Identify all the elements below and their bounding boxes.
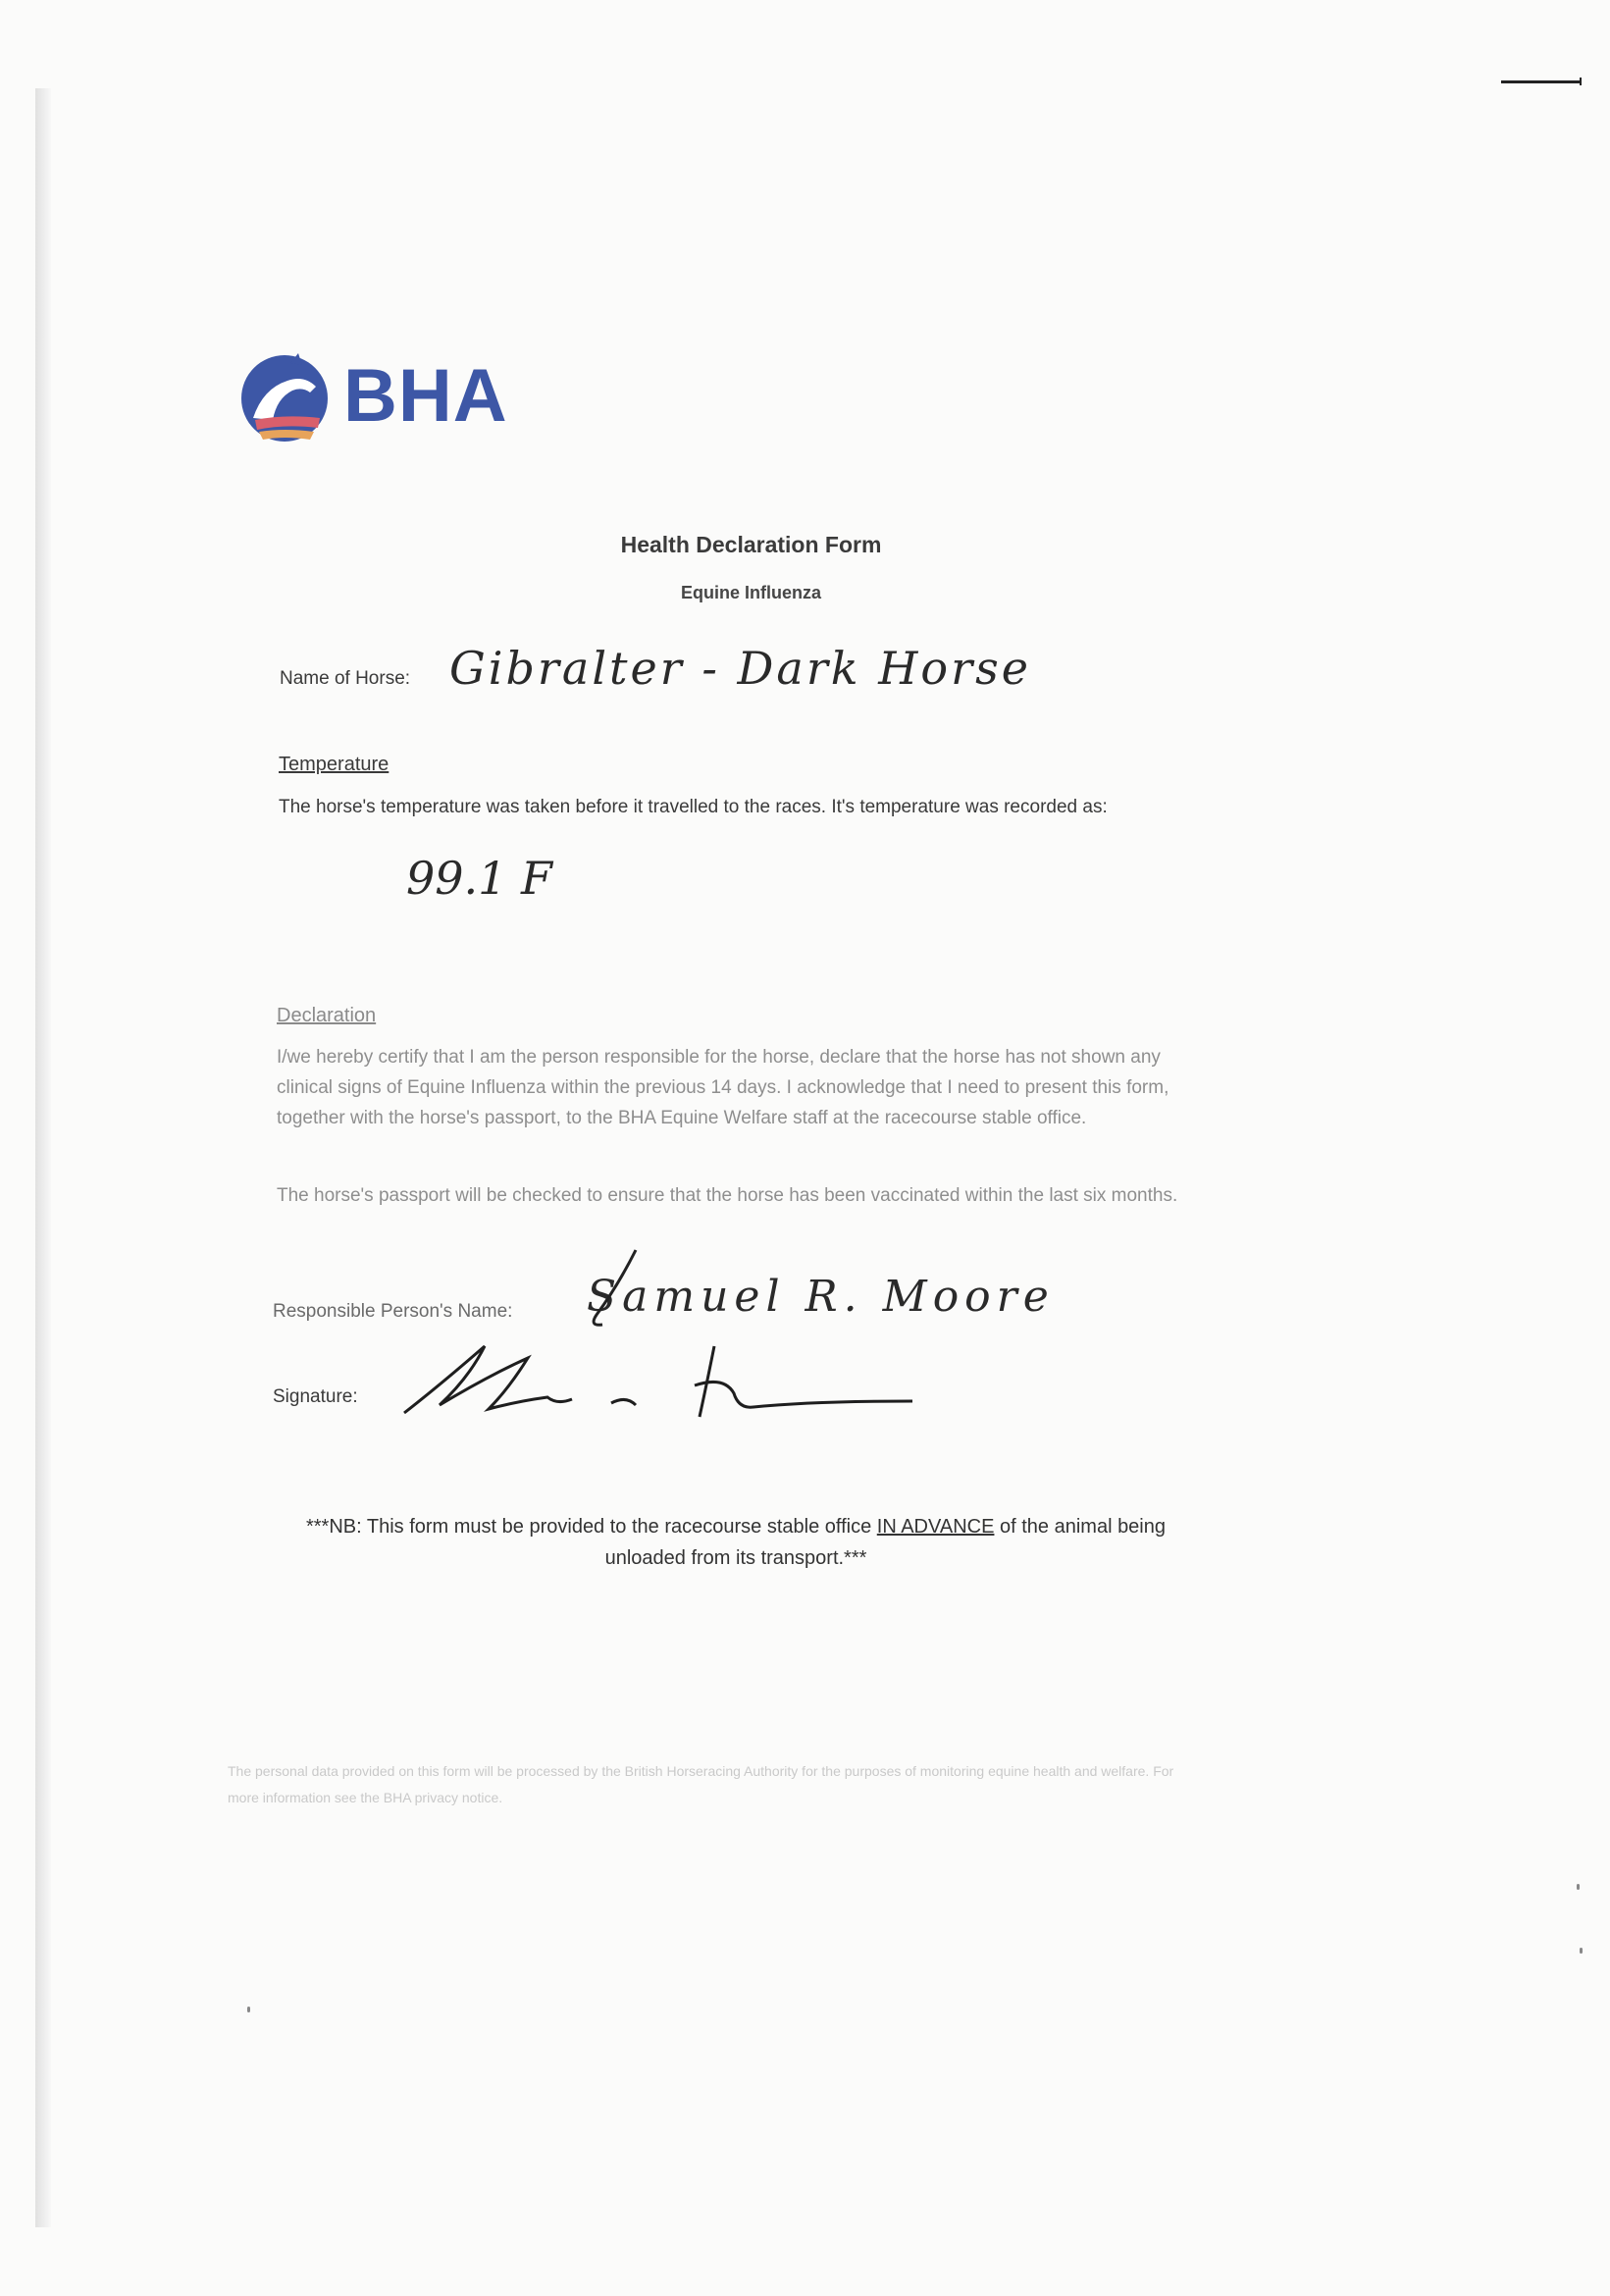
- notice-suffix: of the animal being unloaded from its transport.***: [604, 1516, 1166, 1569]
- temperature-handwritten: 99.1 F: [406, 852, 552, 905]
- signature-label: Signature:: [273, 1386, 358, 1407]
- form-title: Health Declaration Form: [620, 532, 882, 557]
- scan-shadow-edge: [35, 88, 51, 2227]
- declaration-paragraph-1: I/we hereby certify that I am the person responsible for the horse, declare that the horse has not shown any clinical signs of Equine Influenza within the previous 14 days. I acknowledge that I need to present this form, together with the horse's passport, to the BHA Equine Welfare staff at the racecourse stable office.: [277, 1047, 1169, 1128]
- advance-notice: [285, 1511, 1187, 1574]
- horse-name-handwritten: Gibralter - Dark Horse: [449, 642, 1031, 695]
- bha-logo: [234, 349, 518, 447]
- scan-speck: [1580, 1948, 1583, 1954]
- horse-head-icon: [234, 349, 341, 447]
- declaration-heading: Declaration: [277, 1005, 377, 1026]
- logo-text: BHA: [343, 354, 508, 438]
- notice-emphasis: IN ADVANCE: [876, 1516, 995, 1538]
- declaration-paragraph-2: The horse's passport will be checked to ensure that the horse has been vaccinated within the last six months.: [277, 1185, 1178, 1206]
- scan-speck: [1577, 1884, 1580, 1890]
- horse-name-label: Name of Horse:: [280, 668, 411, 689]
- temperature-text: The horse's temperature was taken before it travelled to the races. It's temperature was recorded as:: [279, 797, 1108, 817]
- signature-scribble-icon: [400, 1307, 920, 1425]
- temperature-heading: Temperature: [279, 754, 390, 775]
- scan-speck: [247, 2007, 250, 2012]
- responsible-person-handwritten: Samuel R. Moore: [587, 1272, 1055, 1322]
- scan-corner-mark: [1501, 80, 1580, 83]
- responsible-person-label: Responsible Person's Name:: [273, 1301, 513, 1322]
- notice-prefix: ***NB: This form must be provided to the racecourse stable office: [305, 1516, 877, 1538]
- privacy-footer: The personal data provided on this form will be processed by the British Horseracing Authority for the purposes of monitoring equine health and welfare. For more information see the BHA privacy notice.: [228, 1763, 1174, 1805]
- form-subtitle: Equine Influenza: [680, 583, 821, 602]
